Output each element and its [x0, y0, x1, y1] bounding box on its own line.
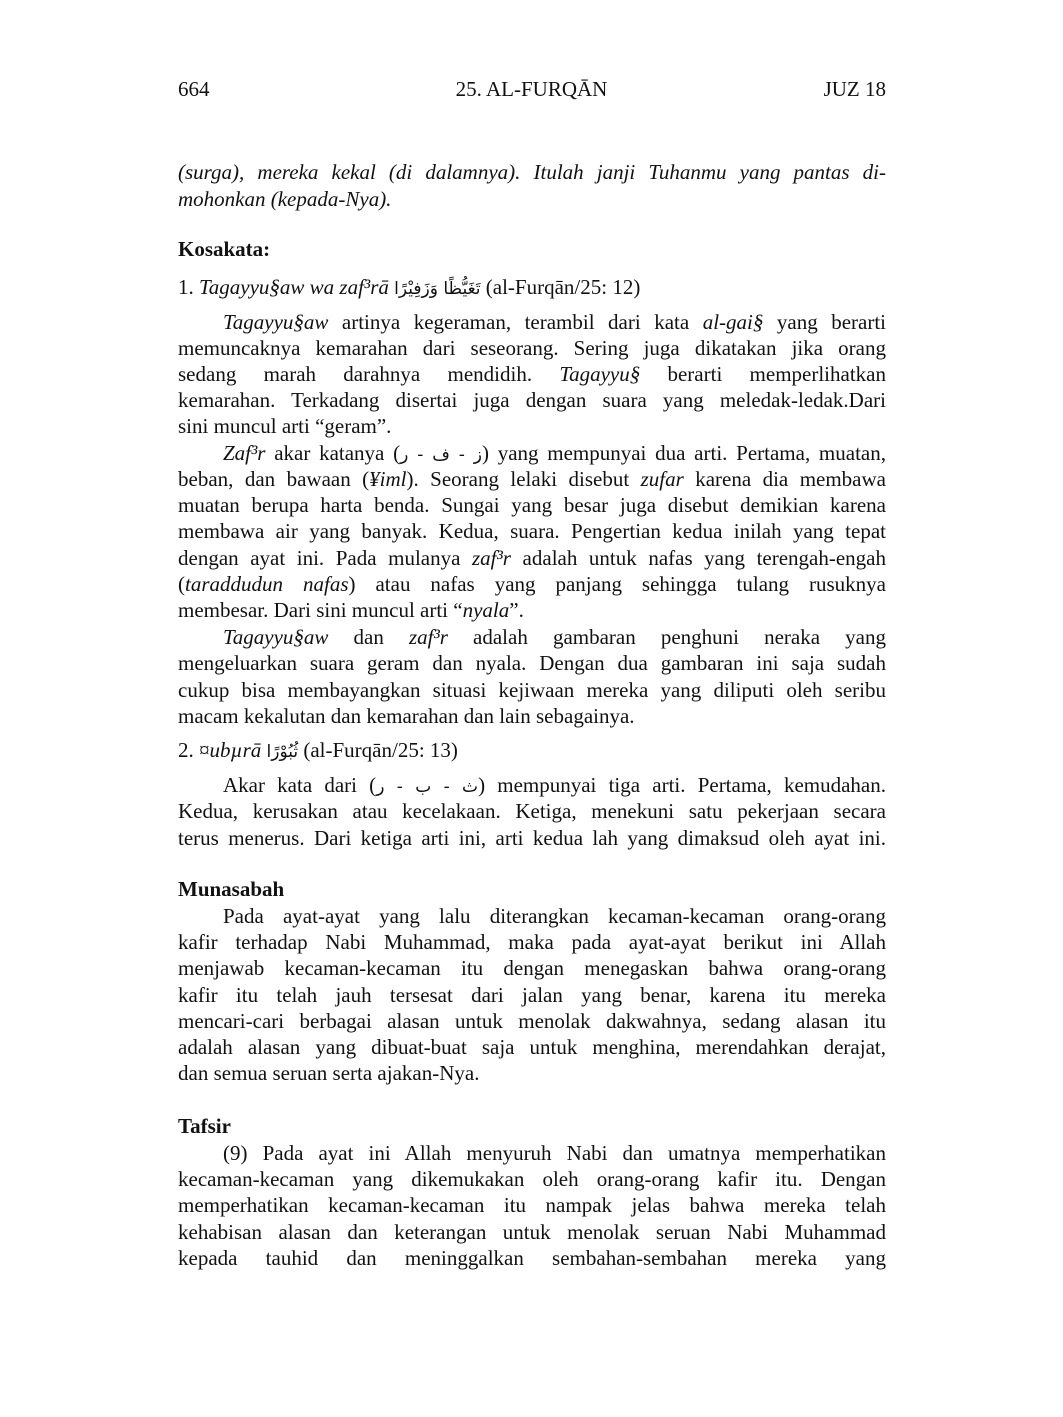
arabic-text: ث - ب - ر	[376, 777, 479, 797]
text-line	[178, 929, 886, 955]
text-segment: mencari-cari berbagai alasan untuk menolak dakwahnya, sedang alasan itu	[178, 1009, 886, 1033]
text-segment: cukup bisa membayangkan situasi kejiwaan mereka yang diliputi oleh seribu	[178, 678, 886, 702]
text-line	[178, 1140, 886, 1166]
text-segment: kafir itu telah jauh tersesat dari jalan yang benar, karena itu mereka	[178, 983, 886, 1007]
text-segment: kepada tauhid dan meninggalkan sembahan-sembahan mereka yang	[178, 1246, 886, 1270]
text-line	[178, 335, 886, 361]
text-segment: membesar. Dari sini muncul arti “	[178, 598, 463, 622]
text-line	[178, 159, 886, 185]
text-segment: kehabisan alasan dan keterangan untuk menolak seruan Nabi Muhammad	[178, 1220, 886, 1244]
text-segment: karena dia membawa	[683, 467, 886, 491]
text-line	[178, 186, 886, 212]
italic-term: ¤ubµrā	[199, 738, 262, 762]
italic-term: zaf³r	[408, 625, 448, 649]
text-segment: adalah gambaran penghuni neraka yang	[447, 625, 886, 649]
text-line	[178, 545, 886, 571]
text-line	[178, 440, 886, 468]
text-segment: ) yang mempunyai dua arti. Pertama, muatan,	[481, 441, 886, 465]
text-line	[178, 361, 886, 387]
heading-text: Munasabah	[178, 877, 285, 901]
text-line	[178, 1060, 886, 1086]
text-segment: mengeluarkan suara geram dan nyala. Dengan dua gambaran ini saja sudah	[178, 651, 886, 675]
text-segment: ”.	[509, 598, 524, 622]
italic-term: Tagayyu§aw	[223, 310, 329, 334]
heading-text: Kosakata:	[178, 237, 271, 261]
italic-term: Tagayyu§aw	[223, 625, 329, 649]
italic-term: mohonkan (kepada-Nya).	[178, 187, 392, 211]
text-segment: sedang marah darahnya mendidih.	[178, 362, 560, 386]
text-line	[178, 703, 886, 729]
text-line	[178, 571, 886, 597]
text-segment: macam kekalutan dan kemarahan dan lain sebagainya.	[178, 704, 635, 728]
text-segment: dan	[328, 625, 409, 649]
text-segment: adalah untuk nafas yang terengah-engah	[510, 546, 886, 570]
text-line	[178, 518, 886, 544]
text-line	[178, 982, 886, 1008]
text-segment: Pada ayat-ayat yang lalu diterangkan kecaman-kecaman orang-orang	[223, 904, 886, 928]
text-segment: memperhatikan kecaman-kecaman itu nampak jelas bahwa mereka telah	[178, 1193, 886, 1217]
section-heading	[178, 236, 886, 262]
text-segment: menjawab kecaman-kecaman itu dengan menegaskan bahwa orang-orang	[178, 956, 886, 980]
text-line	[178, 772, 886, 800]
text-segment: kecaman-kecaman yang dikemukakan oleh orang-orang kafir itu. Dengan	[178, 1167, 886, 1191]
arabic-text: تَغَيُّظًا وَزَفِيْرًا	[394, 279, 481, 299]
text-segment: (al-Furqān/25: 12)	[480, 275, 641, 299]
running-title: 25. AL-FURQĀN	[455, 77, 608, 101]
italic-term: nyala	[462, 598, 510, 622]
text-line	[178, 466, 886, 492]
text-line	[178, 737, 886, 765]
text-line	[178, 1166, 886, 1192]
text-segment: 1.	[178, 275, 199, 299]
text-line	[178, 677, 886, 703]
text-line	[178, 309, 886, 335]
text-line	[178, 825, 886, 851]
italic-term: zaf³r	[472, 546, 511, 570]
text-segment: ) mempunyai tiga arti. Pertama, kemudahan.	[478, 773, 886, 797]
italic-term: ¥iml	[369, 467, 407, 491]
text-segment: kafir terhadap Nabi Muhammad, maka pada ayat-ayat berikut ini Allah	[178, 930, 886, 954]
text-segment: memuncaknya kemarahan dari seseorang. Sering juga dikatakan jika orang	[178, 336, 886, 360]
text-line	[178, 1008, 886, 1034]
text-segment: berarti memperlihatkan	[640, 362, 886, 386]
text-segment: adalah alasan yang dibuat-buat saja untuk menghina, merendahkan derajat,	[178, 1035, 886, 1059]
text-line	[178, 1192, 886, 1218]
text-segment: Akar kata dari (	[223, 773, 377, 797]
text-line	[178, 492, 886, 518]
text-segment: akar katanya (	[265, 441, 401, 465]
text-segment: terus menerus. Dari ketiga arti ini, arti kedua lah yang dimaksud oleh ayat ini.	[178, 826, 886, 850]
text-segment: 2.	[178, 738, 199, 762]
arabic-text: ثُبُوْرًا	[266, 742, 299, 762]
italic-term: taraddudun nafas	[185, 572, 349, 596]
text-line	[178, 387, 886, 413]
section-heading	[178, 876, 886, 902]
arabic-text: ز - ف - ر	[400, 445, 482, 465]
italic-term: zufar	[640, 467, 684, 491]
text-line	[178, 597, 886, 623]
text-line	[178, 1245, 886, 1271]
text-line	[178, 955, 886, 981]
italic-term: al-gai§	[702, 310, 764, 334]
text-segment: kemarahan. Terkadang disertai juga dengan suara yang meledak-ledak.Dari	[178, 388, 886, 412]
text-segment: yang berarti	[763, 310, 887, 334]
section-heading	[178, 1113, 886, 1139]
text-segment: artinya kegeraman, terambil dari kata	[328, 310, 703, 334]
text-segment: (9) Pada ayat ini Allah menyuruh Nabi dan umatnya memperhatikan	[223, 1141, 886, 1165]
text-segment: dan semua seruan serta ajakan-Nya.	[178, 1061, 480, 1085]
text-line	[178, 650, 886, 676]
text-segment: ) atau nafas yang panjang sehingga tulang rusuknya	[348, 572, 887, 596]
italic-term: (surga), mereka kekal (di dalamnya). Itulah janji Tuhanmu yang pantas di-	[178, 160, 886, 184]
text-line	[178, 274, 886, 302]
text-line	[178, 624, 886, 650]
text-segment: membawa air yang banyak. Kedua, suara. Pengertian kedua inilah yang tepat	[178, 519, 886, 543]
text-line	[178, 1034, 886, 1060]
juz-label: JUZ 18	[823, 77, 886, 101]
text-segment: Kedua, kerusakan atau kecelakaan. Ketiga, menekuni satu pekerjaan secara	[178, 799, 886, 823]
text-segment: (	[178, 572, 185, 596]
text-segment: muatan berupa harta benda. Sungai yang besar juga disebut demikian karena	[178, 493, 886, 517]
text-line	[178, 413, 886, 439]
italic-term: Tagayyu§aw wa zaf³rā	[199, 275, 389, 299]
text-line	[178, 903, 886, 929]
text-segment: beban, dan bawaan (	[178, 467, 370, 491]
page-number: 664	[178, 77, 210, 101]
text-segment: dengan ayat ini. Pada mulanya	[178, 546, 472, 570]
text-line	[178, 1219, 886, 1245]
heading-text: Tafsir	[178, 1114, 231, 1138]
text-segment: ). Seorang lelaki disebut	[406, 467, 641, 491]
text-line	[178, 798, 886, 824]
text-segment: sini muncul arti “geram”.	[178, 414, 392, 438]
text-segment: (al-Furqān/25: 13)	[298, 738, 458, 762]
italic-term: Tagayyu§	[559, 362, 641, 386]
italic-term: Zaf³r	[223, 441, 266, 465]
